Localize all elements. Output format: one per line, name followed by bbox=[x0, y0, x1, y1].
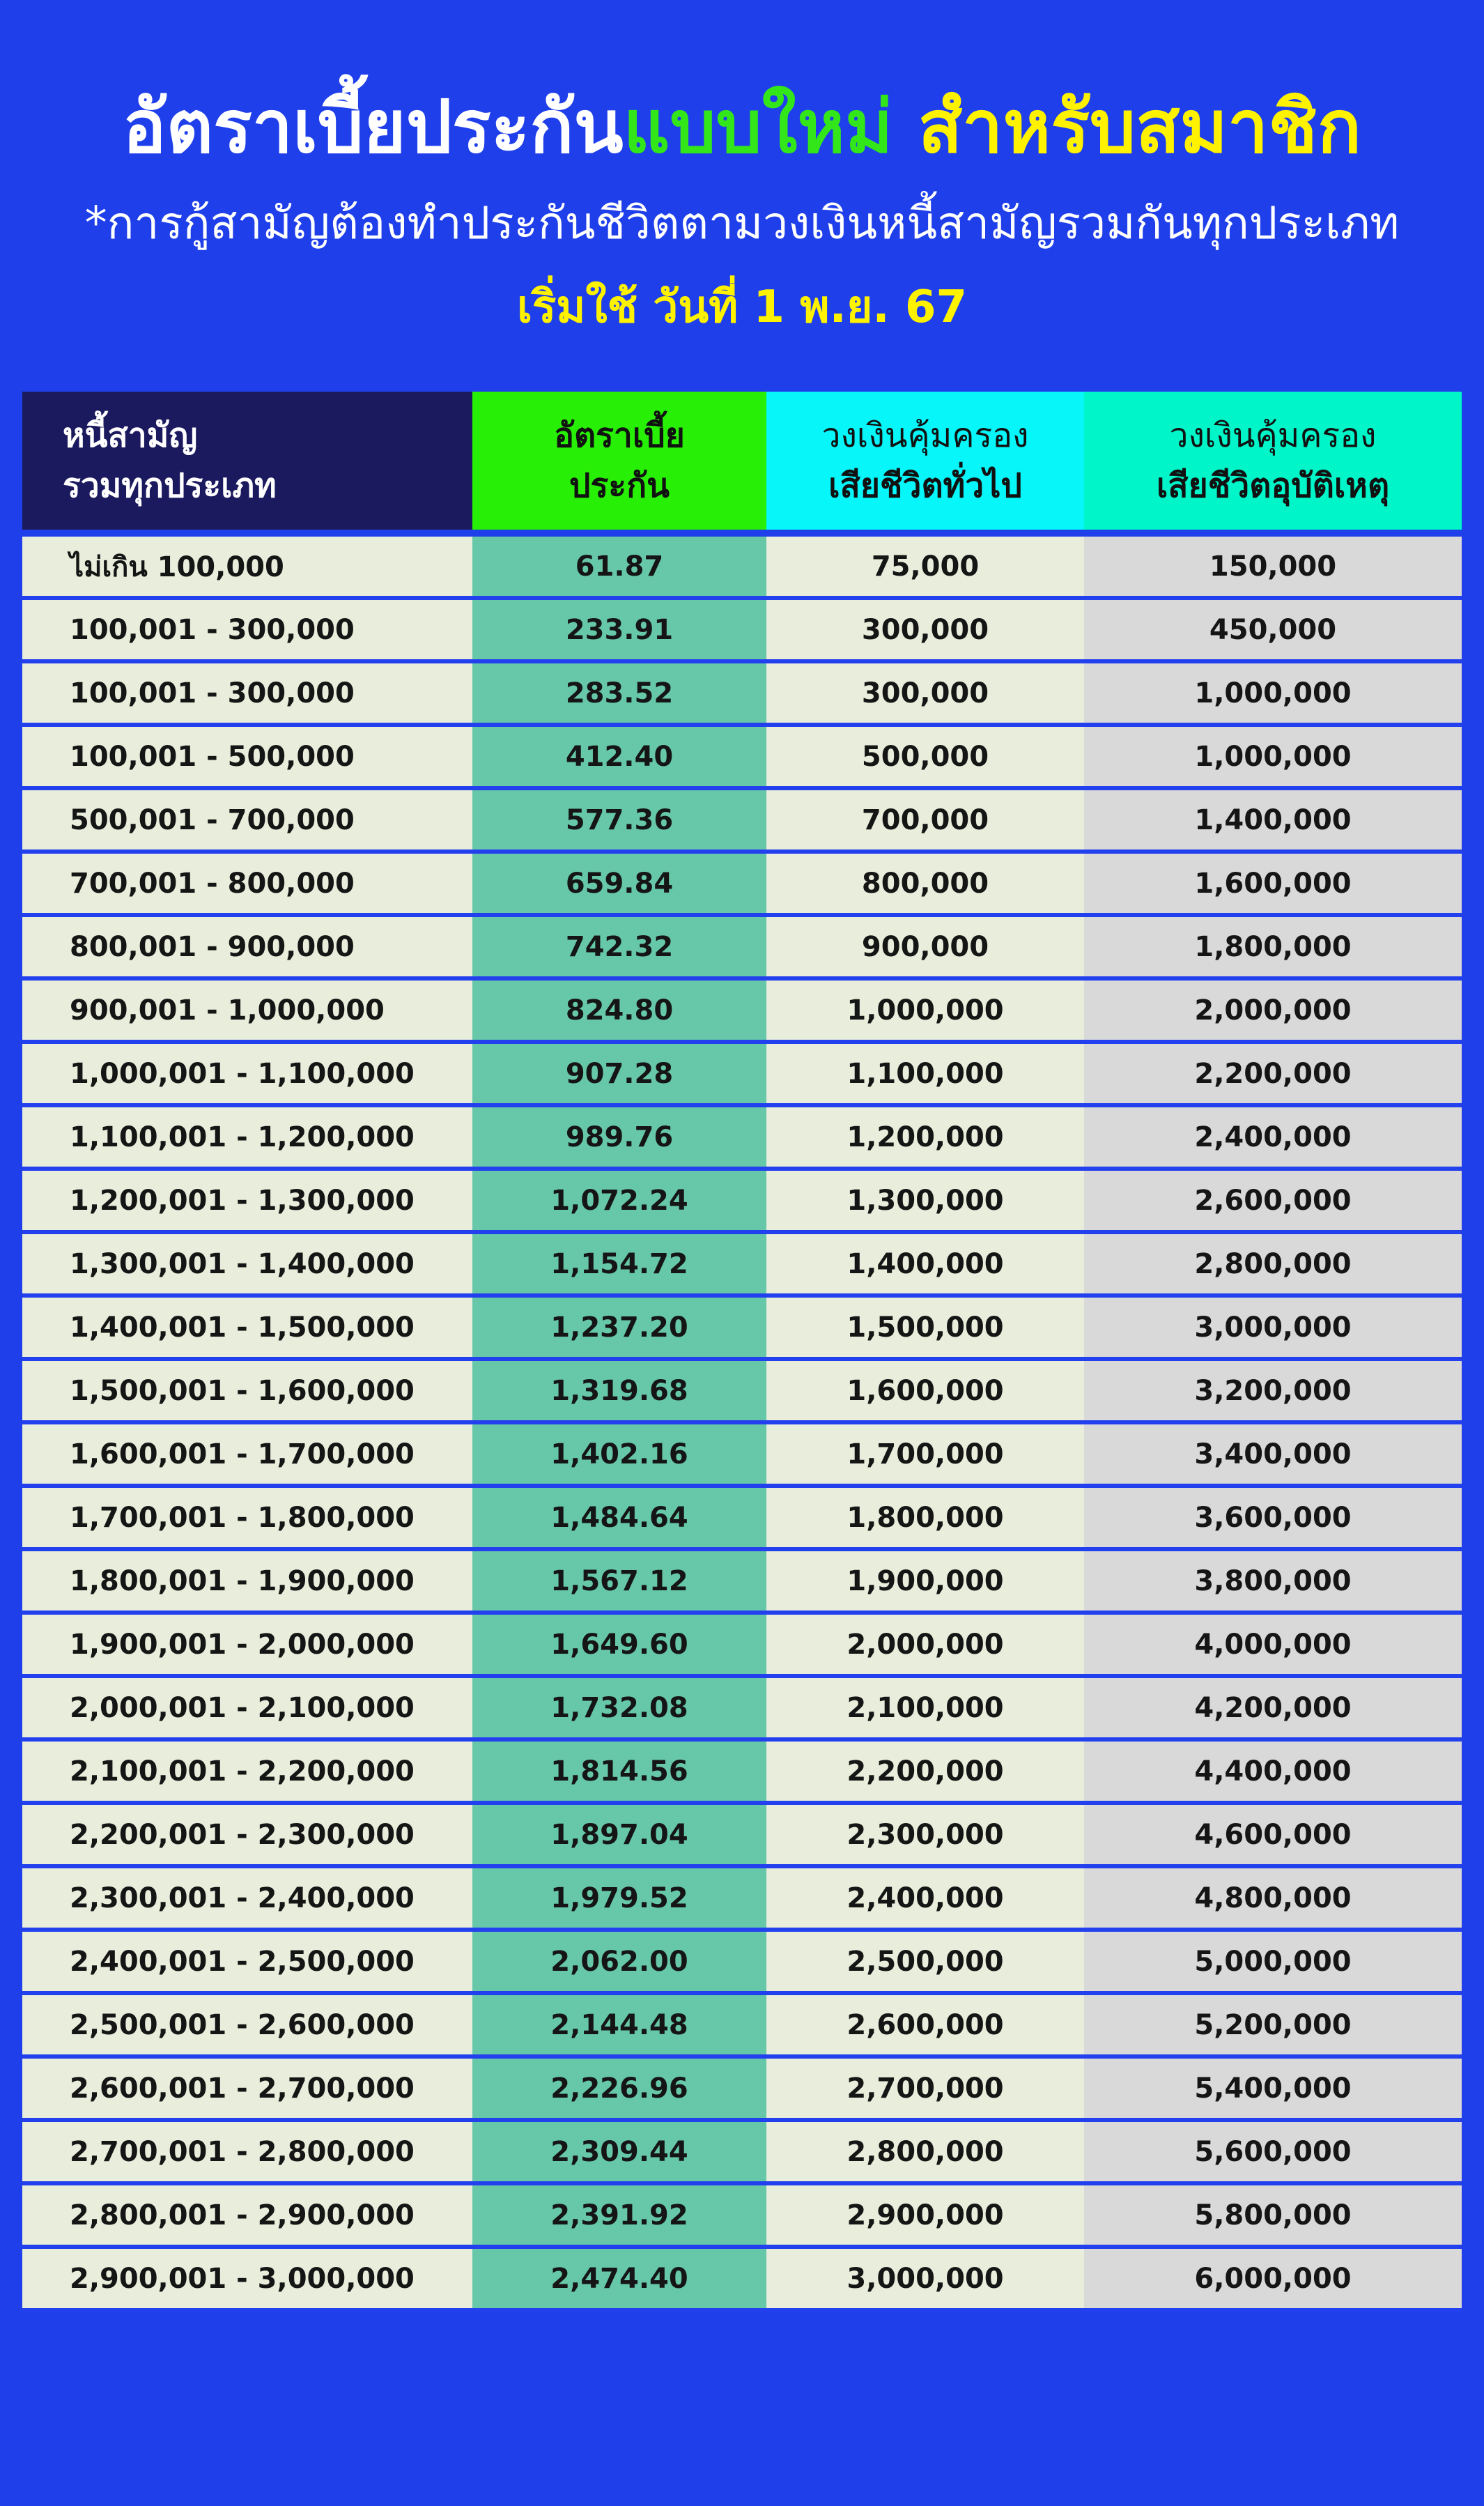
general-death-coverage-cell: 1,400,000 bbox=[766, 1234, 1084, 1293]
debt-range-cell: 1,900,001 - 2,000,000 bbox=[22, 1615, 472, 1674]
general-death-coverage-cell: 300,000 bbox=[766, 600, 1084, 659]
accidental-death-coverage-cell: 1,800,000 bbox=[1084, 917, 1462, 976]
premium-rate-cell: 1,237.20 bbox=[472, 1298, 766, 1357]
table-row bbox=[22, 1995, 1462, 2059]
debt-range-cell: 900,001 - 1,000,000 bbox=[22, 981, 472, 1040]
premium-rate-cell: 1,732.08 bbox=[472, 1678, 766, 1737]
debt-range-cell: 2,500,001 - 2,600,000 bbox=[22, 1995, 472, 2054]
general-death-coverage-cell: 2,100,000 bbox=[766, 1678, 1084, 1737]
debt-range-cell: 1,600,001 - 1,700,000 bbox=[22, 1424, 472, 1484]
premium-rate-cell: 2,144.48 bbox=[472, 1995, 766, 2054]
general-death-coverage-cell: 2,900,000 bbox=[766, 2185, 1084, 2245]
title-part-premium-rate: อัตราเบี้ยประกัน bbox=[122, 84, 624, 169]
debt-range-cell: 100,001 - 500,000 bbox=[22, 727, 472, 786]
header-general-death-coverage: วงเงินคุ้มครอง เสียชีวิตทั่วไป bbox=[766, 392, 1084, 530]
table-row bbox=[22, 1742, 1462, 1805]
premium-rate-cell: 742.32 bbox=[472, 917, 766, 976]
table-row bbox=[22, 1044, 1462, 1107]
premium-rate-cell: 989.76 bbox=[472, 1107, 766, 1167]
premium-rate-cell: 1,319.68 bbox=[472, 1361, 766, 1420]
table-row bbox=[22, 1615, 1462, 1678]
general-death-coverage-cell: 3,000,000 bbox=[766, 2249, 1084, 2308]
accidental-death-coverage-cell: 2,000,000 bbox=[1084, 981, 1462, 1040]
title-part-new-type: แบบใหม่ bbox=[623, 84, 893, 169]
premium-rate-cell: 2,391.92 bbox=[472, 2185, 766, 2245]
debt-range-cell: 1,400,001 - 1,500,000 bbox=[22, 1298, 472, 1357]
accidental-death-coverage-cell: 2,600,000 bbox=[1084, 1171, 1462, 1230]
debt-range-cell: 800,001 - 900,000 bbox=[22, 917, 472, 976]
accidental-death-coverage-cell: 2,400,000 bbox=[1084, 1107, 1462, 1167]
table-row bbox=[22, 854, 1462, 917]
premium-rate-cell: 2,062.00 bbox=[472, 1932, 766, 1991]
table-header-row bbox=[22, 392, 1462, 530]
title-part-for-members: สำหรับสมาชิก bbox=[892, 84, 1361, 169]
general-death-coverage-cell: 500,000 bbox=[766, 727, 1084, 786]
table-row bbox=[22, 1932, 1462, 1995]
accidental-death-coverage-cell: 6,000,000 bbox=[1084, 2249, 1462, 2308]
premium-rate-cell: 1,649.60 bbox=[472, 1615, 766, 1674]
debt-range-cell: 100,001 - 300,000 bbox=[22, 663, 472, 723]
debt-range-cell: 1,200,001 - 1,300,000 bbox=[22, 1171, 472, 1230]
general-death-coverage-cell: 1,200,000 bbox=[766, 1107, 1084, 1167]
accidental-death-coverage-cell: 450,000 bbox=[1084, 600, 1462, 659]
header-accidental-death-coverage: วงเงินคุ้มครอง เสียชีวิตอุบัติเหตุ bbox=[1084, 392, 1462, 530]
general-death-coverage-cell: 1,000,000 bbox=[766, 981, 1084, 1040]
general-death-coverage-cell: 1,700,000 bbox=[766, 1424, 1084, 1484]
accidental-death-coverage-cell: 150,000 bbox=[1084, 537, 1462, 596]
premium-rate-cell: 1,979.52 bbox=[472, 1868, 766, 1928]
premium-rate-cell: 233.91 bbox=[472, 600, 766, 659]
table-row bbox=[22, 1678, 1462, 1742]
general-death-coverage-cell: 300,000 bbox=[766, 663, 1084, 723]
debt-range-cell: 2,800,001 - 2,900,000 bbox=[22, 2185, 472, 2245]
accidental-death-coverage-cell: 4,600,000 bbox=[1084, 1805, 1462, 1864]
accidental-death-coverage-cell: 1,000,000 bbox=[1084, 727, 1462, 786]
table-row bbox=[22, 917, 1462, 981]
table-row bbox=[22, 663, 1462, 727]
premium-rate-cell: 1,897.04 bbox=[472, 1805, 766, 1864]
general-death-coverage-cell: 1,900,000 bbox=[766, 1551, 1084, 1611]
general-death-coverage-cell: 700,000 bbox=[766, 790, 1084, 850]
debt-range-cell: 1,000,001 - 1,100,000 bbox=[22, 1044, 472, 1103]
table-row bbox=[22, 1424, 1462, 1488]
general-death-coverage-cell: 2,800,000 bbox=[766, 2122, 1084, 2181]
table-row bbox=[22, 981, 1462, 1044]
debt-range-cell: 2,600,001 - 2,700,000 bbox=[22, 2059, 472, 2118]
table-row bbox=[22, 1551, 1462, 1615]
accidental-death-coverage-cell: 3,000,000 bbox=[1084, 1298, 1462, 1357]
table-row bbox=[22, 1361, 1462, 1424]
general-death-coverage-cell: 1,100,000 bbox=[766, 1044, 1084, 1103]
accidental-death-coverage-cell: 3,200,000 bbox=[1084, 1361, 1462, 1420]
general-death-coverage-cell: 1,600,000 bbox=[766, 1361, 1084, 1420]
debt-range-cell: 2,200,001 - 2,300,000 bbox=[22, 1805, 472, 1864]
general-death-coverage-cell: 2,400,000 bbox=[766, 1868, 1084, 1928]
accidental-death-coverage-cell: 3,800,000 bbox=[1084, 1551, 1462, 1611]
debt-range-cell: ไม่เกิน 100,000 bbox=[22, 537, 472, 596]
debt-range-cell: 1,300,001 - 1,400,000 bbox=[22, 1234, 472, 1293]
premium-rate-cell: 577.36 bbox=[472, 790, 766, 850]
debt-range-cell: 500,001 - 700,000 bbox=[22, 790, 472, 850]
premium-rate-cell: 1,072.24 bbox=[472, 1171, 766, 1230]
table-row bbox=[22, 727, 1462, 790]
table-row bbox=[22, 1234, 1462, 1298]
premium-rate-cell: 824.80 bbox=[472, 981, 766, 1040]
premium-rate-cell: 1,814.56 bbox=[472, 1742, 766, 1801]
table-row bbox=[22, 1805, 1462, 1868]
accidental-death-coverage-cell: 4,000,000 bbox=[1084, 1615, 1462, 1674]
debt-range-cell: 2,100,001 - 2,200,000 bbox=[22, 1742, 472, 1801]
premium-rate-table bbox=[22, 392, 1462, 2312]
general-death-coverage-cell: 1,800,000 bbox=[766, 1488, 1084, 1547]
table-row bbox=[22, 1298, 1462, 1361]
general-death-coverage-cell: 2,600,000 bbox=[766, 1995, 1084, 2054]
premium-rate-cell: 412.40 bbox=[472, 727, 766, 786]
premium-rate-cell: 2,226.96 bbox=[472, 2059, 766, 2118]
debt-range-cell: 2,900,001 - 3,000,000 bbox=[22, 2249, 472, 2308]
header-premium-rate: อัตราเบี้ย ประกัน bbox=[472, 392, 766, 530]
debt-range-cell: 2,400,001 - 2,500,000 bbox=[22, 1932, 472, 1991]
accidental-death-coverage-cell: 5,200,000 bbox=[1084, 1995, 1462, 2054]
accidental-death-coverage-cell: 1,400,000 bbox=[1084, 790, 1462, 850]
table-row bbox=[22, 2059, 1462, 2122]
table-row bbox=[22, 1868, 1462, 1932]
table-body bbox=[22, 537, 1462, 2312]
general-death-coverage-cell: 2,000,000 bbox=[766, 1615, 1084, 1674]
table-row bbox=[22, 1171, 1462, 1234]
accidental-death-coverage-cell: 5,600,000 bbox=[1084, 2122, 1462, 2181]
table-row bbox=[22, 600, 1462, 663]
general-death-coverage-cell: 900,000 bbox=[766, 917, 1084, 976]
debt-range-cell: 2,700,001 - 2,800,000 bbox=[22, 2122, 472, 2181]
premium-rate-cell: 1,154.72 bbox=[472, 1234, 766, 1293]
premium-rate-cell: 1,484.64 bbox=[472, 1488, 766, 1547]
accidental-death-coverage-cell: 3,600,000 bbox=[1084, 1488, 1462, 1547]
general-death-coverage-cell: 2,500,000 bbox=[766, 1932, 1084, 1991]
page-title bbox=[0, 78, 1484, 176]
table-row bbox=[22, 1488, 1462, 1551]
table-row bbox=[22, 2122, 1462, 2185]
accidental-death-coverage-cell: 2,800,000 bbox=[1084, 1234, 1462, 1293]
premium-rate-cell: 1,567.12 bbox=[472, 1551, 766, 1611]
page-subtitle: *การกู้สามัญต้องทำประกันชีวิตตามวงเงินหนี้สามัญรวมกันทุกประเภท bbox=[84, 198, 1400, 249]
premium-rate-cell: 907.28 bbox=[472, 1044, 766, 1103]
debt-range-cell: 100,001 - 300,000 bbox=[22, 600, 472, 659]
debt-range-cell: 700,001 - 800,000 bbox=[22, 854, 472, 913]
debt-range-cell: 1,800,001 - 1,900,000 bbox=[22, 1551, 472, 1611]
premium-rate-cell: 2,309.44 bbox=[472, 2122, 766, 2181]
accidental-death-coverage-cell: 5,400,000 bbox=[1084, 2059, 1462, 2118]
premium-rate-cell: 61.87 bbox=[472, 537, 766, 596]
table-row bbox=[22, 537, 1462, 600]
premium-rate-cell: 2,474.40 bbox=[472, 2249, 766, 2308]
general-death-coverage-cell: 75,000 bbox=[766, 537, 1084, 596]
general-death-coverage-cell: 1,500,000 bbox=[766, 1298, 1084, 1357]
debt-range-cell: 2,300,001 - 2,400,000 bbox=[22, 1868, 472, 1928]
general-death-coverage-cell: 1,300,000 bbox=[766, 1171, 1084, 1230]
general-death-coverage-cell: 2,200,000 bbox=[766, 1742, 1084, 1801]
debt-range-cell: 1,100,001 - 1,200,000 bbox=[22, 1107, 472, 1167]
header-debt-total: หนี้สามัญ รวมทุกประเภท bbox=[22, 392, 472, 530]
general-death-coverage-cell: 2,300,000 bbox=[766, 1805, 1084, 1864]
debt-range-cell: 1,500,001 - 1,600,000 bbox=[22, 1361, 472, 1420]
table-row bbox=[22, 2249, 1462, 2312]
premium-rate-cell: 659.84 bbox=[472, 854, 766, 913]
accidental-death-coverage-cell: 4,200,000 bbox=[1084, 1678, 1462, 1737]
effective-date: เริ่มใช้ วันที่ 1 พ.ย. 67 bbox=[516, 282, 968, 333]
table-row bbox=[22, 790, 1462, 854]
general-death-coverage-cell: 800,000 bbox=[766, 854, 1084, 913]
debt-range-cell: 1,700,001 - 1,800,000 bbox=[22, 1488, 472, 1547]
accidental-death-coverage-cell: 5,000,000 bbox=[1084, 1932, 1462, 1991]
accidental-death-coverage-cell: 3,400,000 bbox=[1084, 1424, 1462, 1484]
debt-range-cell: 2,000,001 - 2,100,000 bbox=[22, 1678, 472, 1737]
accidental-death-coverage-cell: 1,600,000 bbox=[1084, 854, 1462, 913]
premium-rate-cell: 283.52 bbox=[472, 663, 766, 723]
accidental-death-coverage-cell: 5,800,000 bbox=[1084, 2185, 1462, 2245]
premium-rate-cell: 1,402.16 bbox=[472, 1424, 766, 1484]
accidental-death-coverage-cell: 4,800,000 bbox=[1084, 1868, 1462, 1928]
table-row bbox=[22, 2185, 1462, 2249]
general-death-coverage-cell: 2,700,000 bbox=[766, 2059, 1084, 2118]
accidental-death-coverage-cell: 4,400,000 bbox=[1084, 1742, 1462, 1801]
accidental-death-coverage-cell: 2,200,000 bbox=[1084, 1044, 1462, 1103]
accidental-death-coverage-cell: 1,000,000 bbox=[1084, 663, 1462, 723]
table-row bbox=[22, 1107, 1462, 1171]
